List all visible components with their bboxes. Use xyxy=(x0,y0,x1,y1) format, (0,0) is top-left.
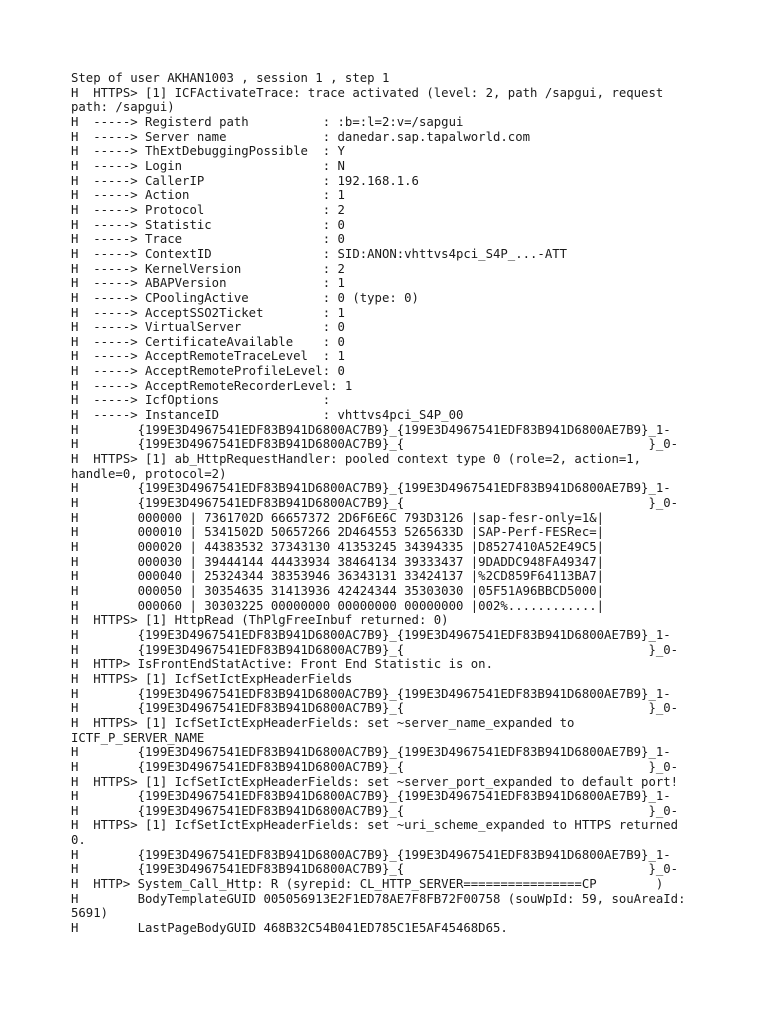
trace-line: H -----> Protocol : 2 xyxy=(71,202,345,217)
trace-line: H -----> AcceptRemoteRecorderLevel: 1 xyxy=(71,378,353,393)
trace-line: H HTTPS> [1] IcfSetIctExpHeaderFields: set ~server_name_expanded to xyxy=(71,715,575,730)
trace-line: H {199E3D4967541EDF83B941D6800AC7B9}_{199E3D4967541EDF83B941D6800AE7B9}_1- xyxy=(71,686,671,701)
trace-line: handle=0, protocol=2) xyxy=(71,466,227,481)
trace-line: H 000000 | 7361702D 66657372 2D6F6E6C 793D3126 |sap-fesr-only=1&| xyxy=(71,510,605,525)
trace-line: 5691) xyxy=(71,906,109,921)
trace-line: H -----> ABAPVersion : 1 xyxy=(71,276,345,291)
trace-line: H {199E3D4967541EDF83B941D6800AC7B9}_{199E3D4967541EDF83B941D6800AE7B9}_1- xyxy=(71,422,671,437)
trace-line: H 000040 | 25324344 38353946 36343131 33424137 |%2CD859F64113BA7| xyxy=(71,569,605,584)
trace-line: H {199E3D4967541EDF83B941D6800AC7B9}_{199E3D4967541EDF83B941D6800AE7B9}_1- xyxy=(71,789,671,804)
trace-line: H -----> CallerIP : 192.168.1.6 xyxy=(71,173,419,188)
trace-line: H -----> CPoolingActive : 0 (type: 0) xyxy=(71,290,419,305)
trace-line: H -----> AcceptSSO2Ticket : 1 xyxy=(71,305,345,320)
trace-line: H HTTPS> [1] HttpRead (ThPlgFreeInbuf returned: 0) xyxy=(71,613,449,628)
trace-line: H -----> VirtualServer : 0 xyxy=(71,320,345,335)
trace-line: H LastPageBodyGUID 468B32C54B041ED785C1E5AF45468D65. xyxy=(71,921,508,936)
trace-log xyxy=(71,71,711,936)
trace-line: 0. xyxy=(71,833,86,848)
trace-line: H HTTP> IsFrontEndStatActive: Front End Statistic is on. xyxy=(71,657,493,672)
trace-line: H -----> ThExtDebuggingPossible : Y xyxy=(71,144,345,159)
trace-line: H -----> AcceptRemoteTraceLevel : 1 xyxy=(71,349,345,364)
trace-line: H 000030 | 39444144 44433934 38464134 39333437 |9DADDC948FA49347| xyxy=(71,554,605,569)
trace-line: H -----> ContextID : SID:ANON:vhttvs4pci_S4P_...-ATT xyxy=(71,246,568,261)
trace-line: H HTTPS> [1] IcfSetIctExpHeaderFields: set ~server_port_expanded to default port! xyxy=(71,774,679,789)
trace-line: H {199E3D4967541EDF83B941D6800AC7B9}_{ }_0- xyxy=(71,759,679,774)
trace-line: H HTTPS> [1] IcfSetIctExpHeaderFields xyxy=(71,671,353,686)
trace-line: H -----> Server name : danedar.sap.tapalworld.com xyxy=(71,129,531,144)
trace-line: H {199E3D4967541EDF83B941D6800AC7B9}_{199E3D4967541EDF83B941D6800AE7B9}_1- xyxy=(71,847,671,862)
trace-line: H HTTPS> [1] IcfSetIctExpHeaderFields: set ~uri_scheme_expanded to HTTPS returned xyxy=(71,818,679,833)
trace-line: H -----> IcfOptions : xyxy=(71,393,331,408)
trace-line: H {199E3D4967541EDF83B941D6800AC7B9}_{199E3D4967541EDF83B941D6800AE7B9}_1- xyxy=(71,745,671,760)
trace-line: H BodyTemplateGUID 005056913E2F1ED78AE7F8FB72F00758 (souWpId: 59, souAreaId: xyxy=(71,891,686,906)
trace-line: H {199E3D4967541EDF83B941D6800AC7B9}_{ }_0- xyxy=(71,862,679,877)
trace-line: H HTTPS> [1] ab_HttpRequestHandler: pooled context type 0 (role=2, action=1, xyxy=(71,452,642,467)
trace-line: H {199E3D4967541EDF83B941D6800AC7B9}_{ }_0- xyxy=(71,803,679,818)
trace-line: H {199E3D4967541EDF83B941D6800AC7B9}_{199E3D4967541EDF83B941D6800AE7B9}_1- xyxy=(71,627,671,642)
trace-line: H -----> Trace : 0 xyxy=(71,232,345,247)
trace-line: H HTTP> System_Call_Http: R (syrepid: CL_HTTP_SERVER================CP ) xyxy=(71,877,664,892)
trace-line: H -----> KernelVersion : 2 xyxy=(71,261,345,276)
trace-line: H 000010 | 5341502D 50657266 2D464553 5265633D |SAP-Perf-FESRec=| xyxy=(71,525,605,540)
trace-line: H {199E3D4967541EDF83B941D6800AC7B9}_{ }_0- xyxy=(71,496,679,511)
trace-line: H 000060 | 30303225 00000000 00000000 00000000 |002%............| xyxy=(71,598,605,613)
trace-line: H {199E3D4967541EDF83B941D6800AC7B9}_{199E3D4967541EDF83B941D6800AE7B9}_1- xyxy=(71,481,671,496)
trace-line: H -----> CertificateAvailable : 0 xyxy=(71,334,345,349)
trace-line: H {199E3D4967541EDF83B941D6800AC7B9}_{ }_0- xyxy=(71,642,679,657)
trace-line: H {199E3D4967541EDF83B941D6800AC7B9}_{ }_0- xyxy=(71,437,679,452)
trace-line: H -----> Statistic : 0 xyxy=(71,217,345,232)
trace-line: H HTTPS> [1] ICFActivateTrace: trace activated (level: 2, path /sapgui, request xyxy=(71,85,664,100)
trace-line: ICTF_P_SERVER_NAME xyxy=(71,730,205,745)
trace-line: Step of user AKHAN1003 , session 1 , step 1 xyxy=(71,71,390,85)
trace-line: H 000020 | 44383532 37343130 41353245 34394335 |D8527410A52E49C5| xyxy=(71,540,605,554)
trace-line: H -----> InstanceID : vhttvs4pci_S4P_00 xyxy=(71,408,464,423)
trace-line: H -----> Registerd path : :b=:l=2:v=/sapgui xyxy=(71,114,464,129)
trace-line: H -----> Login : N xyxy=(71,158,345,173)
trace-line: path: /sapgui) xyxy=(71,100,175,115)
trace-line: H {199E3D4967541EDF83B941D6800AC7B9}_{ }_0- xyxy=(71,701,679,716)
trace-line: H -----> AcceptRemoteProfileLevel: 0 xyxy=(71,364,345,379)
trace-line: H 000050 | 30354635 31413936 42424344 35303030 |05F51A96BBCD5000| xyxy=(71,583,605,598)
trace-line: H -----> Action : 1 xyxy=(71,188,345,203)
